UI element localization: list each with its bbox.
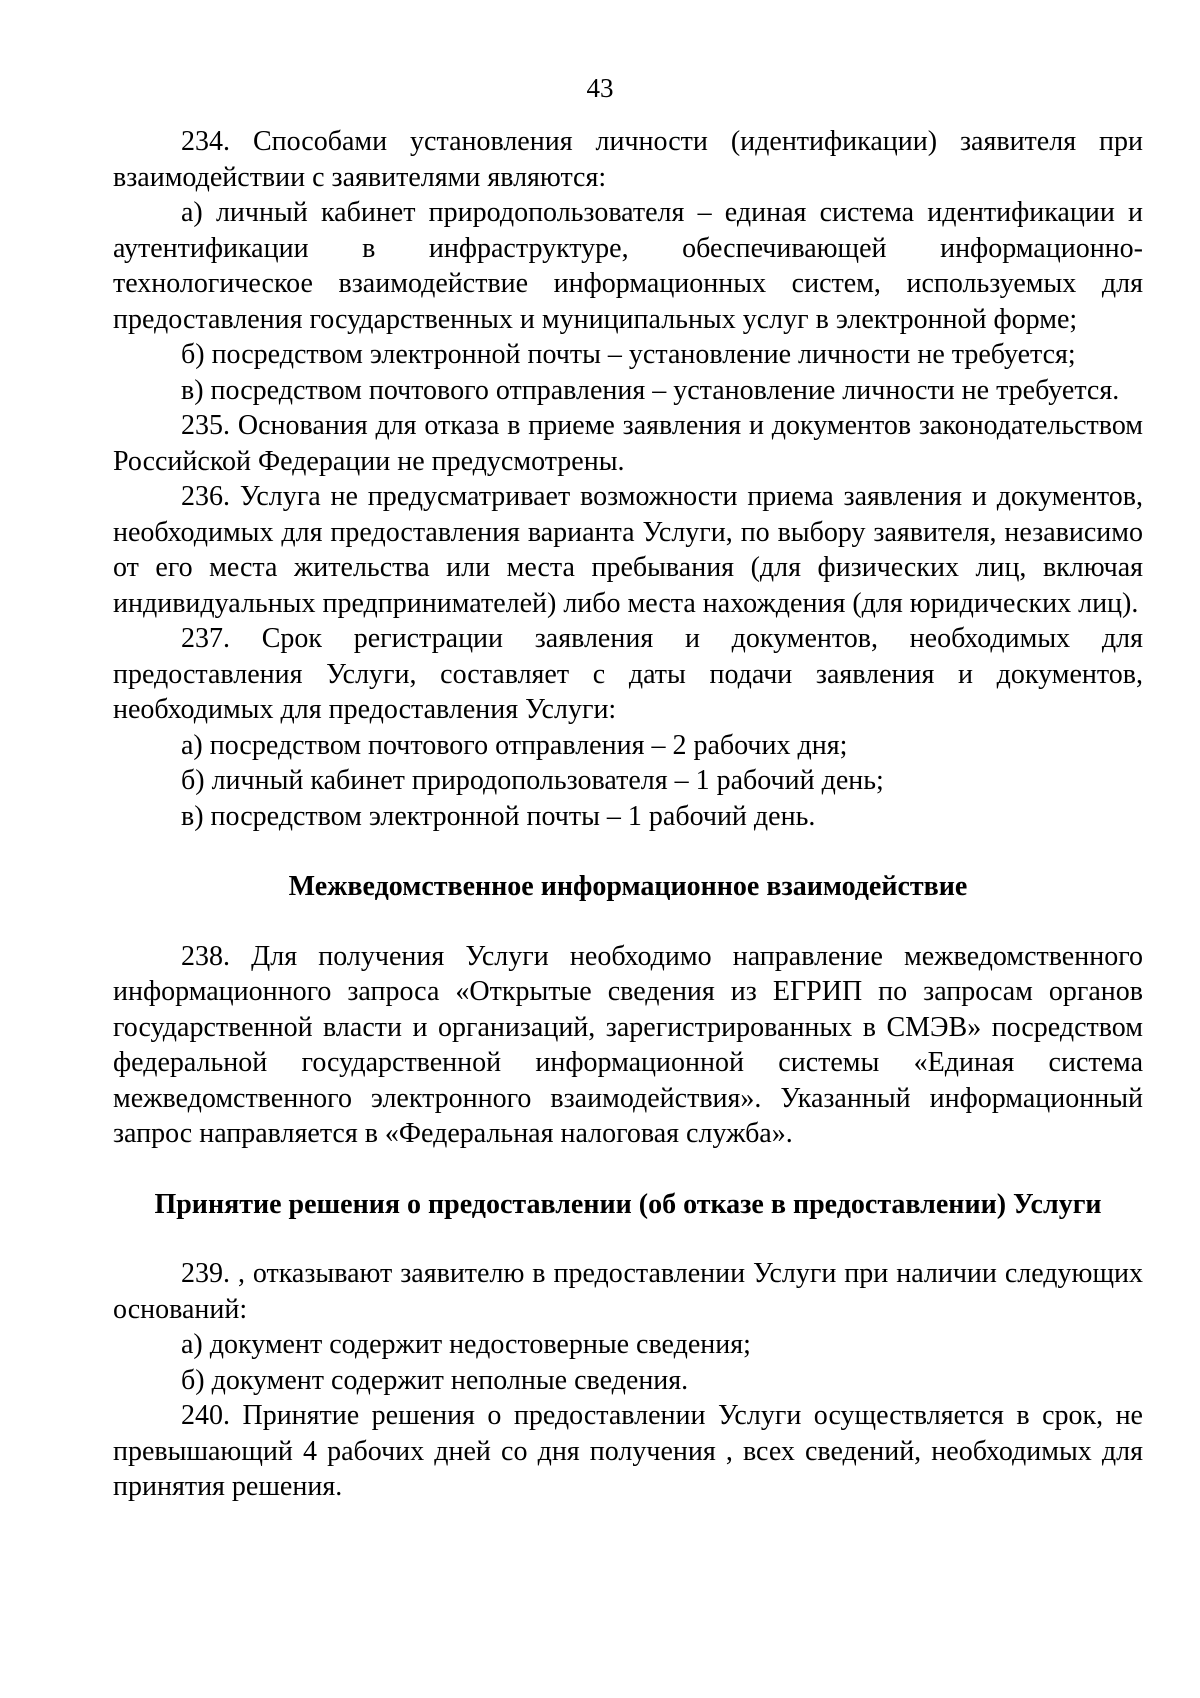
paragraph-237-item-b: б) личный кабинет природопользователя – 1 рабочий день; [181, 765, 884, 796]
paragraph-237: 237. Срок регистрации заявления и документов, необходимых для предоставления Услуги, составляет с даты подачи заявления и документов, необходимых для предоставления Услуги: [113, 623, 1143, 725]
paragraph-234-item-c: в) посредством почтового отправления – установление личности не требуется. [181, 374, 1120, 406]
paragraph-237-item-a: а) посредством почтового отправления – 2 рабочих дня; [181, 729, 848, 761]
paragraph-239: 239. , отказывают заявителю в предоставлении Услуги при наличии следующих оснований: [113, 1258, 1143, 1325]
paragraph-234-item-b: б) посредством электронной почты – установление личности не требуется; [181, 339, 1076, 370]
paragraph-240: 240. Принятие решения о предоставлении Услуги осуществляется в срок, не превышающий 4 рабочих дней со дня получения , всех сведений, необходимых для принятия решения. [113, 1400, 1143, 1502]
section-heading-decision: Принятие решения о предоставлении (об отказе в предоставлении) Услуги [154, 1188, 1102, 1220]
section-heading-interagency: Межведомственное информационное взаимодействие [288, 871, 968, 902]
paragraph-234-item-a: а) личный кабинет природопользователя – единая система идентификации и аутентификации в инфраструктуре, обеспечивающей информационно-технологическое взаимодействие информационных систем, используемых для предоставления государственных и муниципальных услуг в электронной форме; [113, 197, 1143, 335]
paragraph-234: 234. Способами установления личности (идентификации) заявителя при взаимодействии с заявителями являются: [113, 126, 1143, 193]
paragraph-237-item-c: в) посредством электронной почты – 1 рабочий день. [181, 800, 816, 832]
page-number: 43 [586, 73, 614, 103]
paragraph-238: 238. Для получения Услуги необходимо направление межведомственного информационного запроса «Открытые сведения из ЕГРИП по запросам органов государственной власти и организаций, зарегистрированных в СМЭВ» посредством федеральной государственной информационной системы «Единая система межведомственного электронного взаимодействия». Указанный информационный запрос направляется в «Федеральная налоговая служба». [113, 940, 1143, 1149]
document-body [113, 124, 1143, 1505]
paragraph-239-item-b: б) документ содержит неполные сведения. [181, 1364, 689, 1396]
paragraph-239-item-a: а) документ содержит недостоверные сведения; [181, 1329, 751, 1360]
paragraph-235: 235. Основания для отказа в приеме заявления и документов законодательством Российской Федерации не предусмотрены. [113, 410, 1143, 477]
paragraph-236: 236. Услуга не предусматривает возможности приема заявления и документов, необходимых для предоставления варианта Услуги, по выбору заявителя, независимо от его места жительства или места пребывания (для физических лиц, включая индивидуальных предпринимателей) либо места нахождения (для юридических лиц). [113, 481, 1143, 619]
